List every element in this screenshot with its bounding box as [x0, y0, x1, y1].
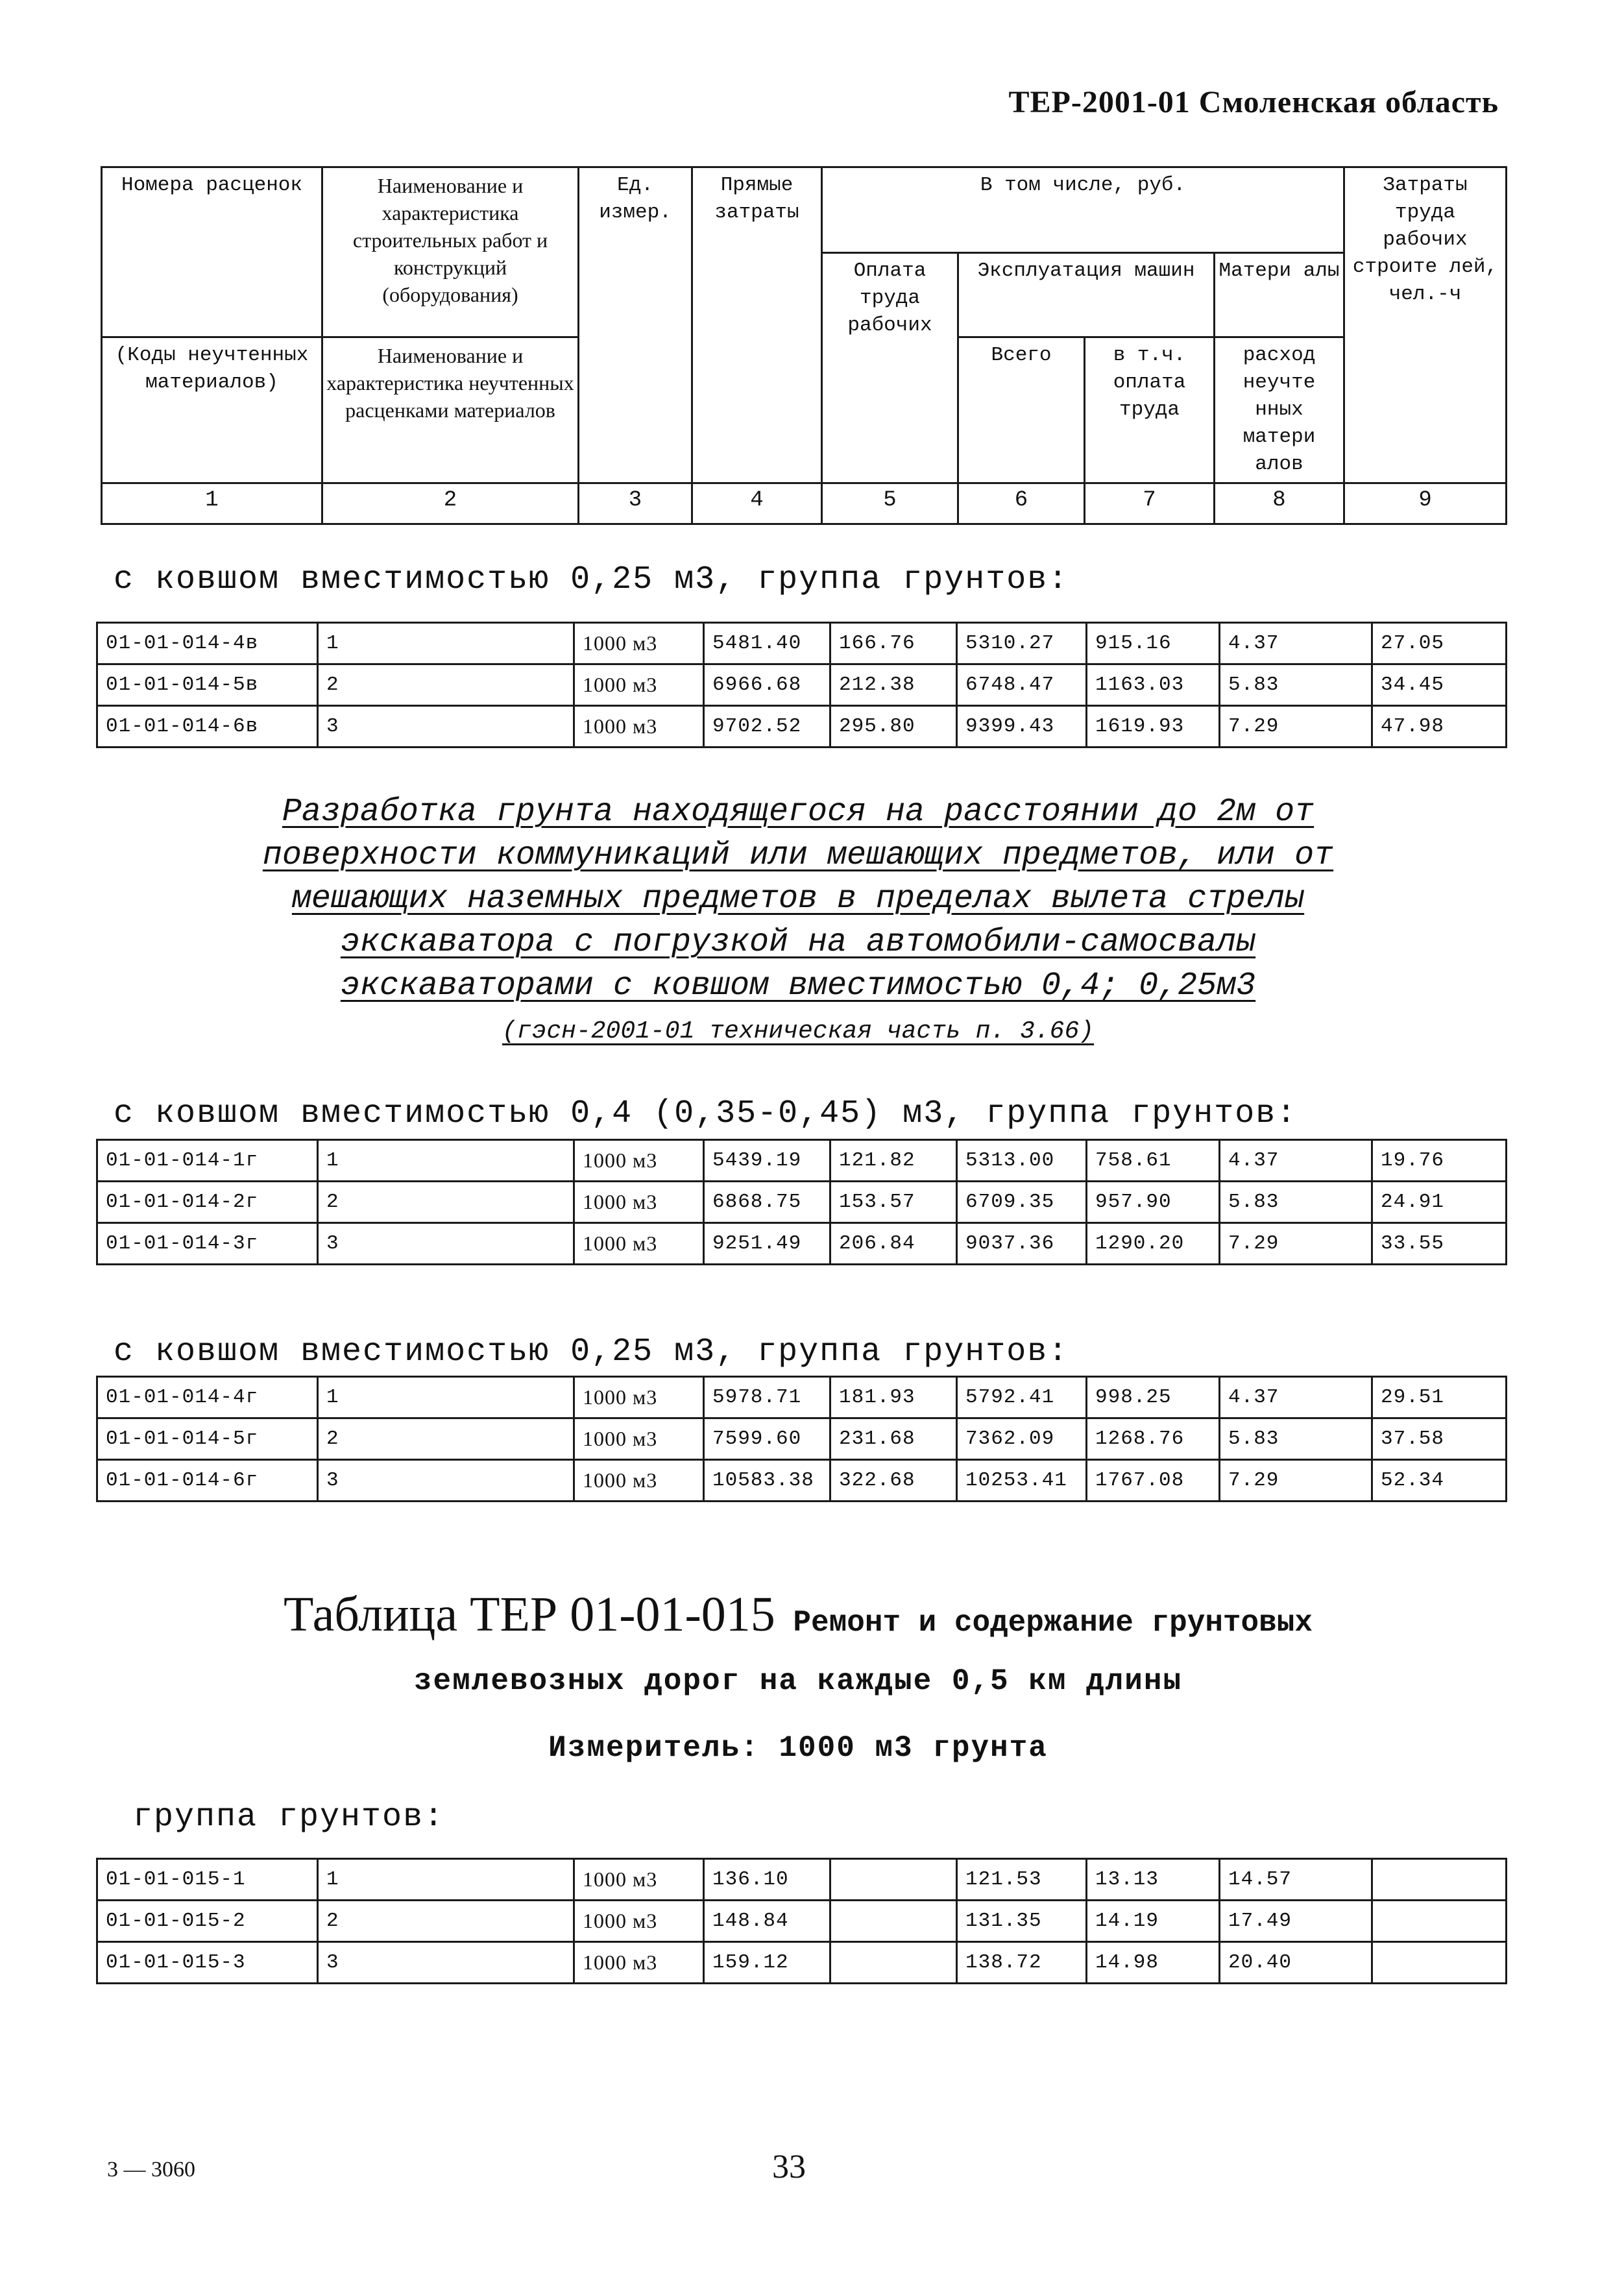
table-cell: 24.91 [1372, 1182, 1507, 1223]
table-cell: 3 [318, 1223, 574, 1265]
rates-table [96, 1858, 1507, 1984]
table-cell: 14.19 [1087, 1901, 1220, 1942]
table-cell [1372, 1942, 1507, 1984]
column-number: 8 [1215, 483, 1344, 524]
column-number: 1 [102, 483, 322, 524]
header-materials: Матери алы [1215, 253, 1344, 337]
section-title-line: экскаватора с погрузкой на автомобили-самосвалы [340, 924, 1256, 961]
table-cell: 212.38 [830, 664, 957, 706]
table-cell: 6868.75 [704, 1182, 830, 1223]
table-cell: 29.51 [1372, 1377, 1507, 1418]
group-heading: группа грунтов: [133, 1799, 445, 1836]
table-cell: 136.10 [704, 1859, 830, 1901]
table-cell: 1163.03 [1087, 664, 1220, 706]
table-cell: 10253.41 [957, 1460, 1087, 1502]
table-row [97, 1859, 1507, 1901]
table-cell: 2 [318, 664, 574, 706]
table-cell: 7.29 [1220, 706, 1372, 748]
column-number: 4 [692, 483, 822, 524]
table-cell: 10583.38 [704, 1460, 830, 1502]
table-cell: 1290.20 [1087, 1223, 1220, 1265]
column-number: 5 [822, 483, 958, 524]
table-cell: 1000 м3 [574, 1182, 704, 1223]
table-cell: 998.25 [1087, 1377, 1220, 1418]
table-cell: 166.76 [830, 623, 957, 664]
table-cell: 5310.27 [957, 623, 1087, 664]
table-cell: 1000 м3 [574, 706, 704, 748]
header-material-usage: расход неучте нных матери алов [1215, 337, 1344, 483]
table-cell: 5439.19 [704, 1140, 830, 1182]
rates-table [96, 622, 1507, 748]
table-cell: 19.76 [1372, 1140, 1507, 1182]
table-cell: 5.83 [1220, 1182, 1372, 1223]
measure-unit: Измеритель: 1000 м3 грунта [548, 1731, 1048, 1765]
table-cell: 3 [318, 1460, 574, 1502]
header-machines-labor: в т.ч. оплата труда [1085, 337, 1215, 483]
table-cell: 206.84 [830, 1223, 957, 1265]
table-cell: 295.80 [830, 706, 957, 748]
table-cell [1372, 1901, 1507, 1942]
table-cell: 01-01-015-2 [97, 1901, 318, 1942]
group-heading: с ковшом вместимостью 0,25 м3, группа грунтов: [114, 561, 1069, 598]
section-title-line: поверхности коммуникаций или мешающих предметов, или от [262, 837, 1334, 874]
table-cell: 1 [318, 1377, 574, 1418]
column-number: 6 [958, 483, 1085, 524]
table-cell [830, 1942, 957, 1984]
table-cell: 231.68 [830, 1418, 957, 1460]
table-cell: 322.68 [830, 1460, 957, 1502]
table-cell: 9399.43 [957, 706, 1087, 748]
table-cell: 3 [318, 1942, 574, 1984]
table-caption [97, 1587, 1499, 1643]
table-cell: 3 [318, 706, 574, 748]
table-caption-line: землевозных дорог на каждые 0,5 км длины [413, 1664, 1183, 1698]
table-cell: 7362.09 [957, 1418, 1087, 1460]
table-cell: 6748.47 [957, 664, 1087, 706]
table-row [97, 1377, 1507, 1418]
table-row [97, 1223, 1507, 1265]
table-cell: 33.55 [1372, 1223, 1507, 1265]
header-work-name: Наименование и характеристика строительных работ и конструкций (оборудования) [322, 167, 579, 337]
table-cell: 01-01-015-3 [97, 1942, 318, 1984]
header-rate-number: Номера расценок [102, 167, 322, 337]
table-cell: 5978.71 [704, 1377, 830, 1418]
table-cell: 34.45 [1372, 664, 1507, 706]
table-row [97, 1942, 1507, 1984]
header-material-names: Наименование и характеристика неучтенных расценками материалов [322, 337, 579, 483]
table-cell: 1000 м3 [574, 1942, 704, 1984]
table-cell: 01-01-014-1г [97, 1140, 318, 1182]
table-cell: 1000 м3 [574, 1460, 704, 1502]
table-cell: 14.98 [1087, 1942, 1220, 1984]
table-cell: 4.37 [1220, 1377, 1372, 1418]
column-number: 9 [1344, 483, 1507, 524]
table-cell: 01-01-014-4в [97, 623, 318, 664]
rates-table [96, 1376, 1507, 1502]
table-cell: 9702.52 [704, 706, 830, 748]
table-cell: 2 [318, 1901, 574, 1942]
table-row [97, 1901, 1507, 1942]
header-unit: Ед. измер. [579, 167, 692, 483]
table-cell: 17.49 [1220, 1901, 1372, 1942]
table-cell: 4.37 [1220, 1140, 1372, 1182]
table-cell: 7599.60 [704, 1418, 830, 1460]
table-cell: 1268.76 [1087, 1418, 1220, 1460]
table-cell: 758.61 [1087, 1140, 1220, 1182]
header-labor-pay: Оплата труда рабочих [822, 253, 958, 483]
table-cell: 27.05 [1372, 623, 1507, 664]
table-cell: 7.29 [1220, 1223, 1372, 1265]
table-row [97, 623, 1507, 664]
table-cell: 9037.36 [957, 1223, 1087, 1265]
table-cell: 20.40 [1220, 1942, 1372, 1984]
table-cell: 2 [318, 1418, 574, 1460]
group-heading: с ковшом вместимостью 0,25 м3, группа грунтов: [114, 1333, 1069, 1370]
table-cell: 47.98 [1372, 706, 1507, 748]
table-cell: 121.82 [830, 1140, 957, 1182]
column-number: 3 [579, 483, 692, 524]
table-cell: 52.34 [1372, 1460, 1507, 1502]
table-cell: 181.93 [830, 1377, 957, 1418]
section-title-line: экскаваторами с ковшом вместимостью 0,4; 0,25м3 [340, 967, 1256, 1004]
table-cell: 148.84 [704, 1901, 830, 1942]
table-cell: 5.83 [1220, 664, 1372, 706]
section-title-line: Разработка грунта находящегося на расстоянии до 2м от [282, 794, 1315, 831]
table-row [97, 1460, 1507, 1502]
column-number: 7 [1085, 483, 1215, 524]
table-cell: 01-01-014-3г [97, 1223, 318, 1265]
table-cell: 131.35 [957, 1901, 1087, 1942]
group-heading: с ковшом вместимостью 0,4 (0,35-0,45) м3, группа грунтов: [114, 1095, 1298, 1132]
table-cell [830, 1859, 957, 1901]
page-number: 33 [772, 2148, 806, 2185]
table-cell: 121.53 [957, 1859, 1087, 1901]
table-cell: 1 [318, 1859, 574, 1901]
header-including: В том числе, руб. [822, 167, 1344, 253]
table-cell: 01-01-014-5г [97, 1418, 318, 1460]
table-cell: 1000 м3 [574, 1223, 704, 1265]
table-cell: 1000 м3 [574, 1377, 704, 1418]
table-cell: 138.72 [957, 1942, 1087, 1984]
table-cell: 1000 м3 [574, 1140, 704, 1182]
table-cell [1372, 1859, 1507, 1901]
table-cell: 5.83 [1220, 1418, 1372, 1460]
running-header: ТЕР-2001-01 Смоленская область [1008, 85, 1499, 119]
table-cell: 14.57 [1220, 1859, 1372, 1901]
table-cell: 5313.00 [957, 1140, 1087, 1182]
table-cell: 1000 м3 [574, 623, 704, 664]
table-cell: 153.57 [830, 1182, 957, 1223]
column-number: 2 [322, 483, 579, 524]
table-cell: 1000 м3 [574, 1859, 704, 1901]
section-title-line: мешающих наземных предметов в пределах вылета стрелы [291, 881, 1305, 918]
table-cell: 01-01-014-4г [97, 1377, 318, 1418]
table-cell: 1000 м3 [574, 1418, 704, 1460]
table-cell: 1 [318, 1140, 574, 1182]
table-cell: 957.90 [1087, 1182, 1220, 1223]
table-caption-number: Таблица ТЕР 01-01-015 [284, 1587, 775, 1642]
table-cell: 915.16 [1087, 623, 1220, 664]
section-reference: (гэсн-2001-01 техническая часть п. 3.66) [502, 1017, 1095, 1045]
table-cell: 159.12 [704, 1942, 830, 1984]
table-cell: 1000 м3 [574, 1901, 704, 1942]
header-machine-operation: Эксплуатация машин [958, 253, 1215, 337]
footer-code: 3 — 3060 [107, 2158, 195, 2182]
table-cell: 7.29 [1220, 1460, 1372, 1502]
table-row [97, 1418, 1507, 1460]
header-material-codes: (Коды неучтенных материалов) [102, 337, 322, 483]
header-direct-costs: Прямые затраты [692, 167, 822, 483]
table-cell: 37.58 [1372, 1418, 1507, 1460]
table-cell: 5792.41 [957, 1377, 1087, 1418]
table-cell: 01-01-014-2г [97, 1182, 318, 1223]
table-cell: 2 [318, 1182, 574, 1223]
table-cell: 01-01-015-1 [97, 1859, 318, 1901]
table-row [97, 706, 1507, 748]
table-cell: 01-01-014-6в [97, 706, 318, 748]
table-cell: 5481.40 [704, 623, 830, 664]
table-cell: 4.37 [1220, 623, 1372, 664]
header-machines-total: Всего [958, 337, 1085, 483]
table-row [97, 1182, 1507, 1223]
table-cell: 1 [318, 623, 574, 664]
table-cell: 9251.49 [704, 1223, 830, 1265]
table-cell: 1619.93 [1087, 706, 1220, 748]
table-cell: 6709.35 [957, 1182, 1087, 1223]
table-cell: 1767.08 [1087, 1460, 1220, 1502]
column-header-table [101, 166, 1507, 525]
table-cell: 13.13 [1087, 1859, 1220, 1901]
table-caption-title: Ремонт и содержание грунтовых [775, 1606, 1313, 1640]
rates-table [96, 1139, 1507, 1265]
table-row [97, 1140, 1507, 1182]
table-cell [830, 1901, 957, 1942]
table-row [97, 664, 1507, 706]
table-cell: 01-01-014-5в [97, 664, 318, 706]
table-cell: 1000 м3 [574, 664, 704, 706]
table-cell: 01-01-014-6г [97, 1460, 318, 1502]
table-cell: 6966.68 [704, 664, 830, 706]
section-title [97, 790, 1499, 1053]
header-labor-hours: Затраты труда рабочих строите лей, чел.-ч [1344, 167, 1507, 483]
